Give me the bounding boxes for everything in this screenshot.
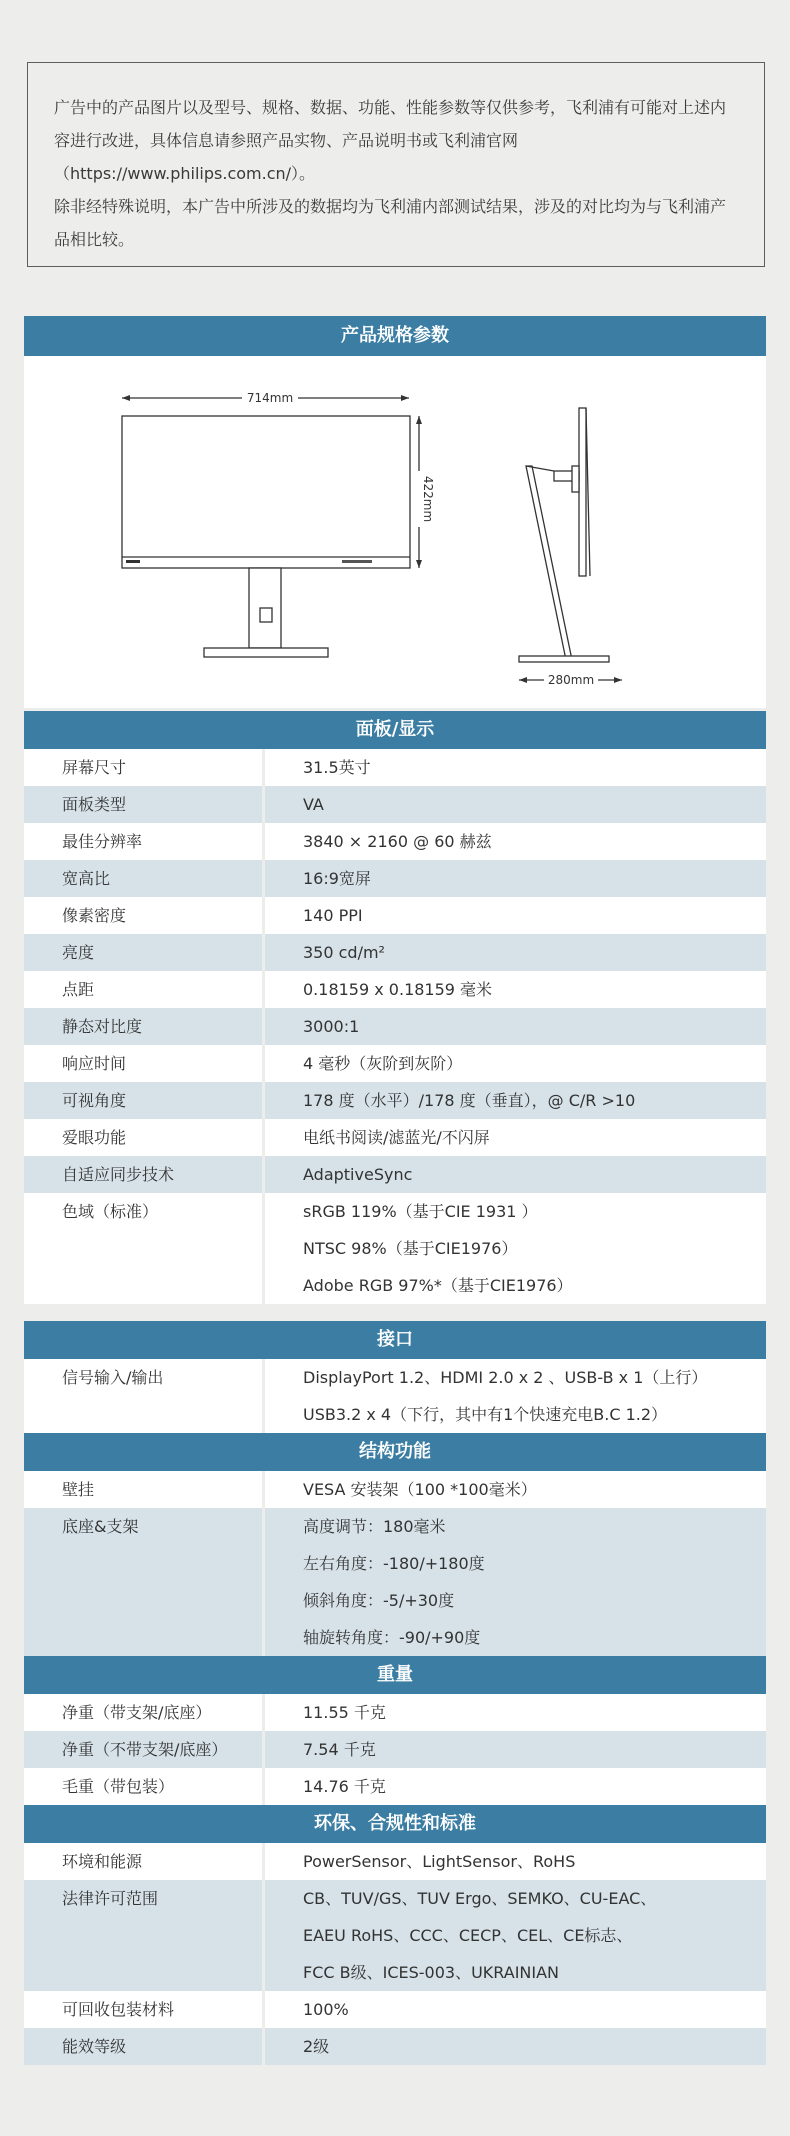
section-table-structure: [24, 1471, 766, 1656]
spec-value-cell: [265, 1991, 766, 2028]
spec-value-line: 3840 × 2160 @ 60 赫兹: [303, 832, 492, 851]
spec-value-cell: [265, 1119, 766, 1156]
spec-value-cell: [265, 1880, 766, 1991]
spec-value-cell: [265, 749, 766, 786]
width-label: 714mm: [246, 391, 294, 405]
section-table-panel: [24, 749, 766, 1304]
spec-value-cell: [265, 860, 766, 897]
height-label: 422mm: [421, 475, 435, 523]
spec-label: 最佳分辨率: [62, 832, 143, 851]
spec-value-line: 350 cd/m²: [303, 943, 385, 962]
spec-value-line: 16:9宽屏: [303, 869, 371, 888]
spec-value-cell: [265, 1694, 766, 1731]
disclaimer-paragraph-1: 广告中的产品图片以及型号、规格、数据、功能、性能参数等仅供参考，飞利浦有可能对上述内容进行改进，具体信息请参照产品实物、产品说明书或飞利浦官网（https://www.philips.com.cn/）。: [54, 98, 727, 183]
spec-row: [24, 1508, 766, 1656]
spec-row: [24, 823, 766, 860]
spec-value-cell: [265, 1731, 766, 1768]
spec-value-line: CB、TUV/GS、TUV Ergo、SEMKO、CU-EAC、: [303, 1889, 657, 1908]
spec-value-line: 11.55 千克: [303, 1703, 386, 1722]
spec-label-cell: [24, 749, 265, 786]
spec-label-cell: [24, 971, 265, 1008]
spec-row: [24, 1471, 766, 1508]
spec-label: 法律许可范围: [62, 1889, 159, 1908]
spec-label-cell: [24, 786, 265, 823]
spec-row: [24, 1082, 766, 1119]
section-title: 接口: [377, 1329, 413, 1350]
spec-label: 响应时间: [62, 1054, 127, 1073]
spec-value-cell: [265, 1008, 766, 1045]
spec-value-cell: [265, 786, 766, 823]
spec-value-line: 左右角度：-180/+180度: [303, 1554, 485, 1573]
monitor-front-screen: [122, 416, 410, 568]
spec-row: [24, 1193, 766, 1304]
spec-value-line: 140 PPI: [303, 906, 363, 925]
spec-value-cell: [265, 971, 766, 1008]
spec-value-cell: [265, 1359, 766, 1433]
spec-label: 亮度: [62, 943, 95, 962]
spec-value-cell: [265, 1082, 766, 1119]
spec-row: [24, 934, 766, 971]
section-header-weight: [24, 1656, 766, 1694]
spec-value-line: 14.76 千克: [303, 1777, 386, 1796]
spec-value-cell: [265, 1843, 766, 1880]
spec-label-cell: [24, 1045, 265, 1082]
spec-label-cell: [24, 860, 265, 897]
spec-title-bar: [24, 316, 766, 356]
section-header-env: [24, 1805, 766, 1843]
spec-label: 毛重（带包装）: [62, 1777, 175, 1796]
section-header-structure: [24, 1433, 766, 1471]
monitor-dimension-drawing: [24, 356, 766, 708]
spec-value-cell: [265, 1508, 766, 1656]
spec-value-cell: [265, 934, 766, 971]
spec-value-line: FCC B级、ICES-003、UKRAINIAN: [303, 1963, 560, 1982]
spec-label: 面板类型: [62, 795, 127, 814]
spec-value-line: 4 毫秒（灰阶到灰阶）: [303, 1054, 463, 1073]
spec-value-line: EAEU RoHS、CCC、CECP、CEL、CE标志、: [303, 1926, 633, 1945]
spec-value-line: PowerSensor、LightSensor、RoHS: [303, 1852, 576, 1871]
spec-label-cell: [24, 1119, 265, 1156]
spec-label-cell: [24, 1082, 265, 1119]
section-table-weight: [24, 1694, 766, 1805]
spec-row: [24, 860, 766, 897]
section-title: 环保、合规性和标准: [314, 1813, 476, 1834]
spec-value-line: DisplayPort 1.2、HDMI 2.0 x 2 、USB-B x 1（上行）: [303, 1368, 708, 1387]
spec-value-cell: [265, 1156, 766, 1193]
spec-value-cell: [265, 823, 766, 860]
spec-label: 净重（不带支架/底座）: [62, 1740, 228, 1759]
spec-value-line: 7.54 千克: [303, 1740, 376, 1759]
section-title: 面板/显示: [355, 719, 435, 740]
spec-value-line: USB3.2 x 4（下行，其中有1个快速充电B.C 1.2）: [303, 1405, 668, 1424]
spec-value-line: 高度调节：180毫米: [303, 1517, 446, 1536]
spec-value-cell: [265, 1471, 766, 1508]
spec-label: 可视角度: [62, 1091, 127, 1110]
spec-row: [24, 1731, 766, 1768]
spec-value-cell: [265, 1768, 766, 1805]
spec-row: [24, 1768, 766, 1805]
spec-label: 净重（带支架/底座）: [62, 1703, 212, 1722]
spec-row: [24, 2028, 766, 2065]
spec-label-cell: [24, 2028, 265, 2065]
spec-value-line: 轴旋转角度：-90/+90度: [303, 1628, 481, 1647]
spec-label-cell: [24, 1731, 265, 1768]
spec-label-cell: [24, 823, 265, 860]
spec-row: [24, 897, 766, 934]
spec-row: [24, 1843, 766, 1880]
spec-label-cell: [24, 1843, 265, 1880]
depth-label: 280mm: [547, 673, 595, 687]
spec-label: 环境和能源: [62, 1852, 143, 1871]
spec-label: 能效等级: [62, 2037, 127, 2056]
spec-label-cell: [24, 1768, 265, 1805]
spec-label: 自适应同步技术: [62, 1165, 175, 1184]
spec-label-cell: [24, 1880, 265, 1991]
spec-label-cell: [24, 1193, 265, 1304]
dimension-diagram: [24, 356, 766, 708]
spec-label-cell: [24, 934, 265, 971]
monitor-side-base: [519, 656, 609, 662]
spec-label: 屏幕尺寸: [62, 758, 127, 777]
disclaimer-box: [27, 62, 765, 267]
spec-label: 可回收包装材料: [62, 2000, 175, 2019]
spec-value-line: 电纸书阅读/滤蓝光/不闪屏: [303, 1128, 490, 1147]
spec-value-cell: [265, 1045, 766, 1082]
spec-value-line: AdaptiveSync: [303, 1165, 413, 1184]
spec-value-line: sRGB 119%（基于CIE 1931 ）: [303, 1202, 538, 1221]
spec-label: 信号输入/输出: [62, 1368, 164, 1387]
spec-row: [24, 1694, 766, 1731]
spec-row: [24, 1359, 766, 1433]
spec-label: 爱眼功能: [62, 1128, 127, 1147]
spec-value-line: VESA 安装架（100 *100毫米）: [303, 1480, 537, 1499]
spec-value-cell: [265, 1193, 766, 1304]
spec-value-line: 倾斜角度：-5/+30度: [303, 1591, 455, 1610]
spec-row: [24, 1156, 766, 1193]
section-header-ports: [24, 1321, 766, 1359]
section-table-env: [24, 1843, 766, 2065]
spec-label: 壁挂: [62, 1480, 95, 1499]
section-title: 结构功能: [359, 1441, 431, 1462]
spec-row: [24, 786, 766, 823]
spec-value-line: 2级: [303, 2037, 330, 2056]
spec-value-line: 178 度（水平）/178 度（垂直），@ C/R >10: [303, 1091, 636, 1110]
spec-label-cell: [24, 1694, 265, 1731]
spec-value-line: 100%: [303, 2000, 349, 2019]
section-table-ports: [24, 1359, 766, 1433]
spec-label: 宽高比: [62, 869, 111, 888]
spec-row: [24, 1991, 766, 2028]
spec-value-cell: [265, 2028, 766, 2065]
monitor-side-screen: [579, 408, 586, 576]
spec-value-line: 0.18159 x 0.18159 毫米: [303, 980, 493, 999]
spec-value-line: NTSC 98%（基于CIE1976）: [303, 1239, 518, 1258]
spec-row: [24, 1045, 766, 1082]
monitor-side-stand: [526, 466, 572, 660]
spec-label: 点距: [62, 980, 95, 999]
spec-row: [24, 1880, 766, 1991]
spec-row: [24, 749, 766, 786]
spec-row: [24, 1008, 766, 1045]
spec-row: [24, 1119, 766, 1156]
spec-label-cell: [24, 1508, 265, 1656]
spec-label-cell: [24, 1156, 265, 1193]
spec-value-line: VA: [303, 795, 324, 814]
section-title: 重量: [377, 1664, 413, 1685]
spec-value-cell: [265, 897, 766, 934]
disclaimer-paragraph-2: 除非经特殊说明，本广告中所涉及的数据均为飞利浦内部测试结果，涉及的对比均为与飞利浦产品相比较。: [54, 197, 727, 249]
spec-label-cell: [24, 1991, 265, 2028]
spec-label: 静态对比度: [62, 1017, 143, 1036]
spec-row: [24, 971, 766, 1008]
spec-value-line: 31.5英寸: [303, 758, 371, 777]
spec-label: 底座&支架: [62, 1517, 139, 1536]
spec-label: 像素密度: [62, 906, 127, 925]
spec-value-line: 3000:1: [303, 1017, 360, 1036]
spec-label-cell: [24, 1471, 265, 1508]
spec-label-cell: [24, 897, 265, 934]
spec-value-line: Adobe RGB 97%*（基于CIE1976）: [303, 1276, 573, 1295]
spec-label-cell: [24, 1359, 265, 1433]
monitor-front-base: [204, 648, 328, 657]
spec-label: 色域（标准）: [62, 1202, 159, 1221]
spec-title: 产品规格参数: [341, 325, 449, 346]
section-header-panel: [24, 711, 766, 749]
spec-label-cell: [24, 1008, 265, 1045]
